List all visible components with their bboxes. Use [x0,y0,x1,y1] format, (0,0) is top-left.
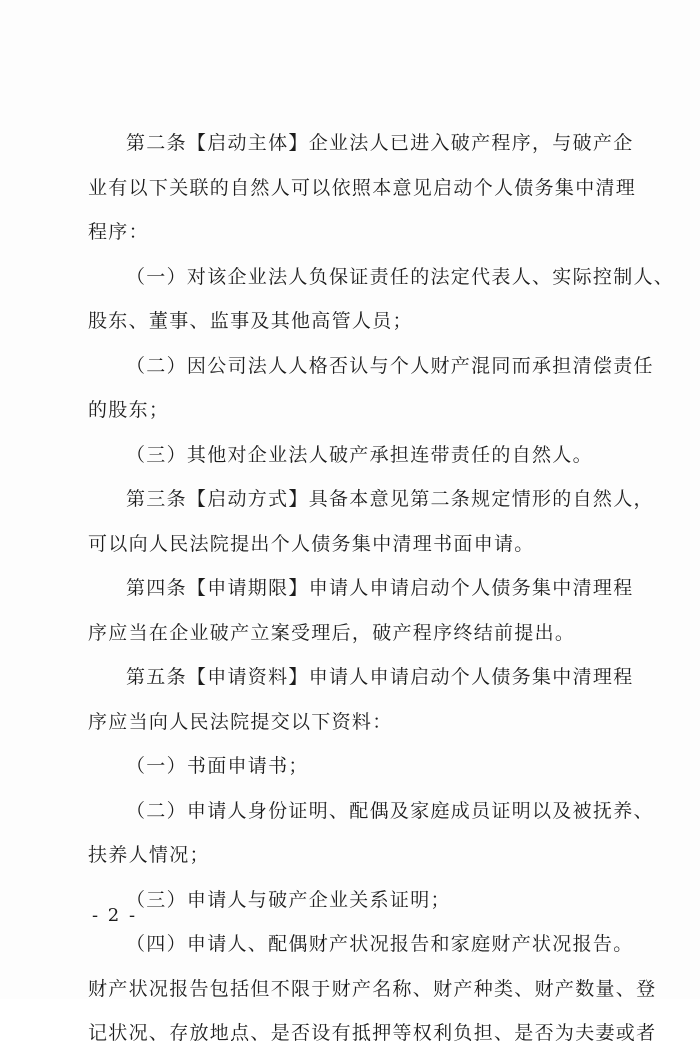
text-line: 股东、董事、监事及其他高管人员； [88,310,413,332]
text-line: 可以向人民法院提出个人债务集中清理书面申请。 [88,532,535,555]
text-line: 业有以下关联的自然人可以依照本意见启动个人债务集中清理 [88,176,637,199]
text-line: 财产状况报告包括但不限于财产名称、财产种类、财产数量、登 [88,977,657,1000]
text-line: 第五条【申请资料】申请人申请启动个人债务集中清理程 [126,666,634,688]
text-line: 扶养人情况； [88,844,210,866]
text-line: 序应当向人民法院提交以下资料： [88,710,393,733]
text-line: （四）申请人、配偶财产状况报告和家庭财产状况报告。 [126,933,634,955]
text-line: 第三条【启动方式】具备本意见第二条规定情形的自然人， [126,488,654,510]
text-line: 第四条【申请期限】申请人申请启动个人债务集中清理程 [126,577,634,599]
document-body [88,121,675,1056]
text-line: （三）其他对企业法人破产承担连带责任的自然人。 [126,443,593,466]
page-number: - 2 - [92,905,138,926]
text-line: （一）书面申请书； [126,755,309,777]
text-line: 记状况、存放地点、是否设有抵押等权利负担、是否为夫妻或者 [88,1022,657,1044]
text-line: （三）申请人与破产企业关系证明； [126,888,451,911]
text-line: 程序： [88,221,149,243]
text-line: （二）申请人身份证明、配偶及家庭成员证明以及被抚养、 [126,799,654,822]
text-line: （一）对该企业法人负保证责任的法定代表人、实际控制人、 [126,265,675,288]
text-line: 第二条【启动主体】企业法人已进入破产程序，与破产企 [126,132,634,154]
text-line: 序应当在企业破产立案受理后，破产程序终结前提出。 [88,621,576,644]
text-line: 的股东； [88,399,170,421]
text-line: （二）因公司法人人格否认与个人财产混同而承担清偿责任 [126,354,654,377]
